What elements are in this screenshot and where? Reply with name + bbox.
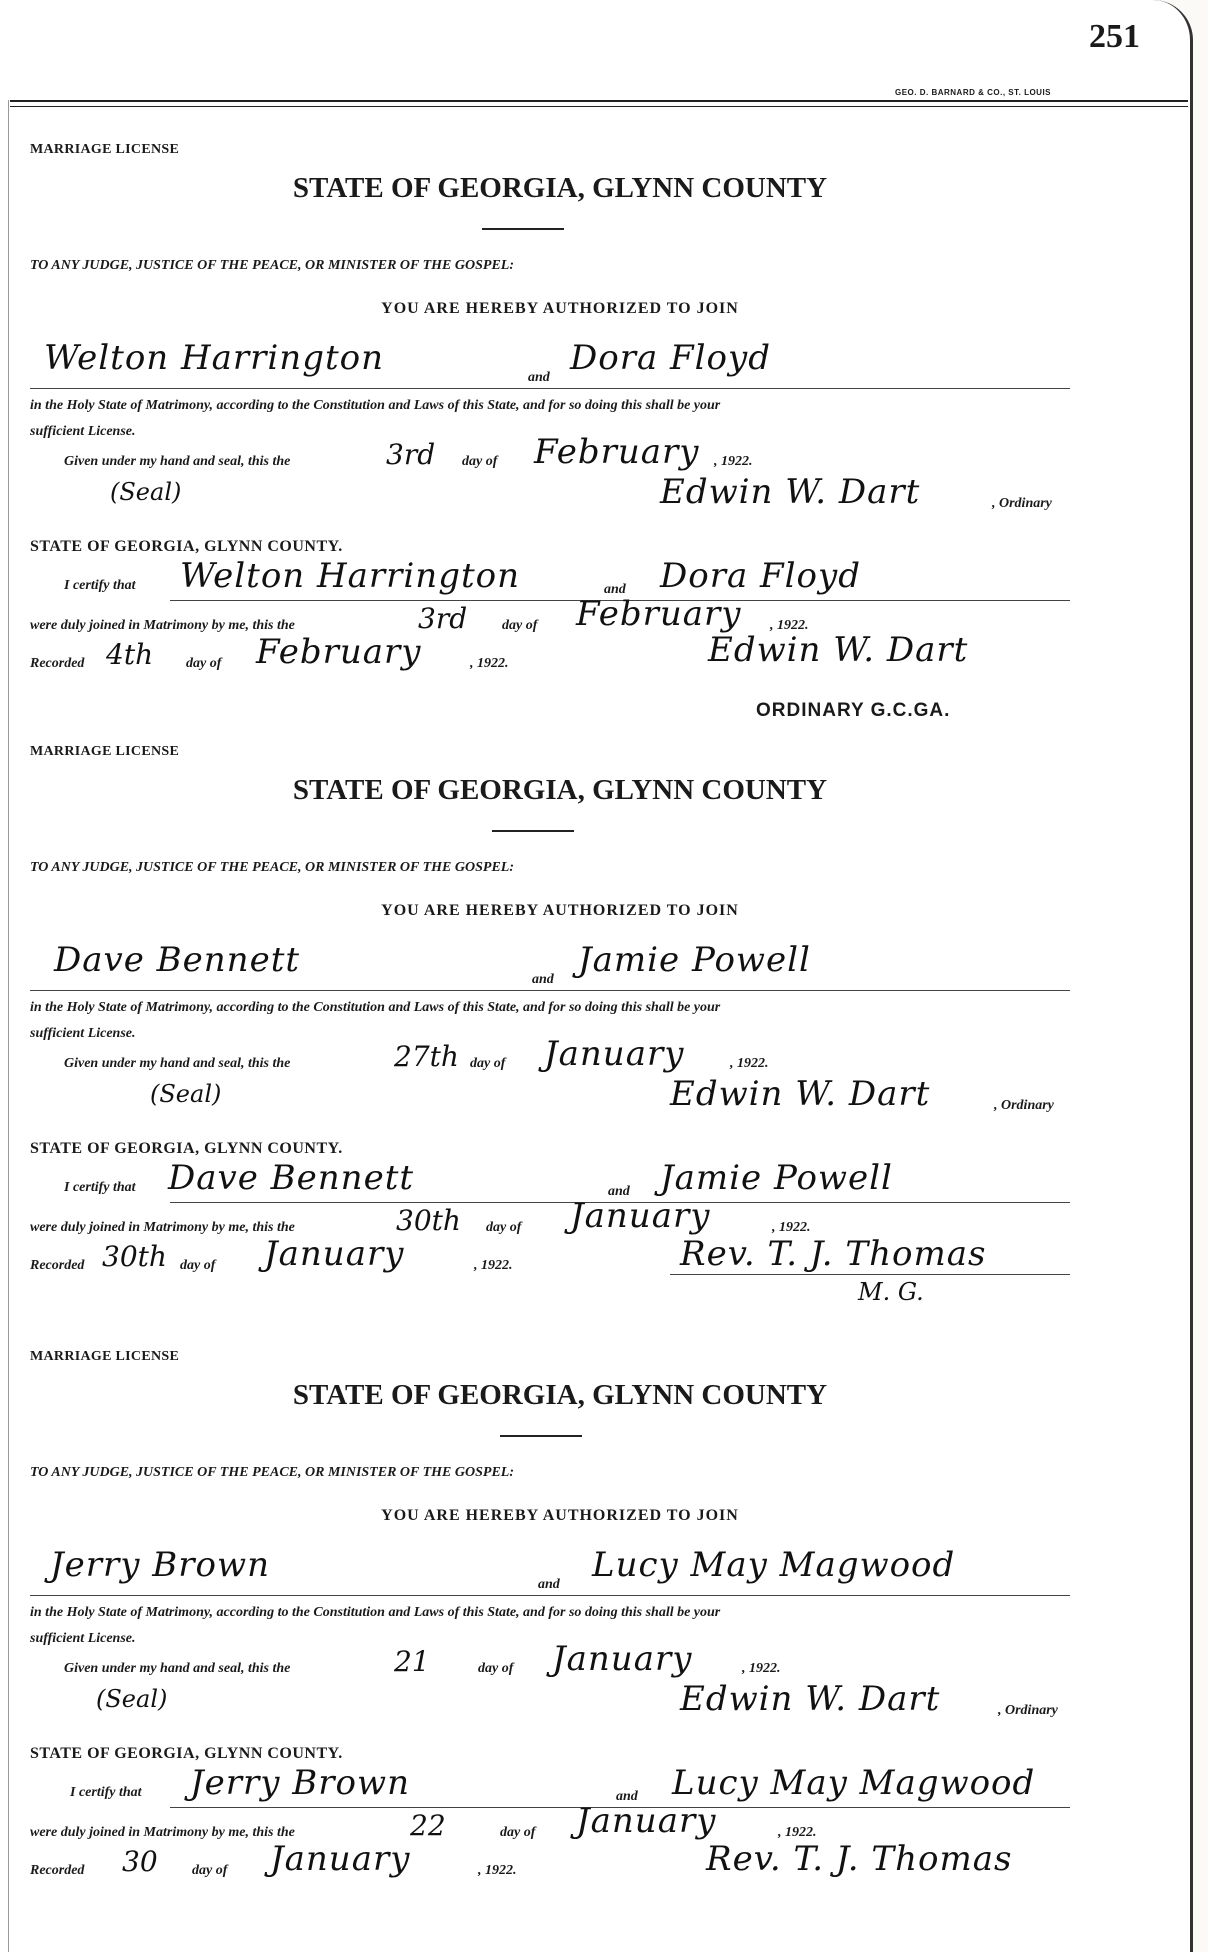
day-of-label: day of [462,454,498,469]
given-under-text: Given under my hand and seal, this the [64,454,291,469]
certificate-state: STATE OF GEORGIA, GLYNN COUNTY. [30,1745,343,1762]
authorized-text: YOU ARE HEREBY AUTHORIZED TO JOIN [381,300,739,317]
joined-year: , 1922. [778,1825,817,1840]
cert-and-label: and [616,1789,638,1804]
joined-text: were duly joined in Matrimony by me, this the [30,618,295,633]
heading-rule [492,830,574,832]
cert-bride-name: Dora Floyd [660,556,861,596]
groom-name: Dave Bennett [54,940,301,980]
officiant-signature: Edwin W. Dart [708,630,969,670]
marriage-license-label: MARRIAGE LICENSE [30,1349,180,1364]
joined-day-of: day of [500,1825,536,1840]
cert-and-label: and [608,1184,630,1199]
names-line [30,990,1070,991]
joined-day: 22 [410,1809,446,1842]
license-year: , 1922. [742,1661,781,1676]
cert-and-label: and [604,582,626,597]
license-heading: STATE OF GEORGIA, GLYNN COUNTY [292,1379,828,1411]
certificate-state: STATE OF GEORGIA, GLYNN COUNTY. [30,538,343,555]
sufficient-license: sufficient License. [30,424,136,439]
recorded-day: 30 [122,1845,158,1878]
to-any-judge: TO ANY JUDGE, JUSTICE OF THE PEACE, OR MINISTER OF THE GOSPEL: [30,860,514,875]
officiant-line [670,1274,1070,1275]
page-number: 251 [1089,18,1140,55]
seal-mark: (Seal) [96,1685,168,1713]
license-entry-1 [30,138,1090,738]
joined-day-of: day of [486,1220,522,1235]
ordinary-signature: Edwin W. Dart [660,472,921,512]
recorded-month: February [256,632,422,672]
license-month: January [544,1034,685,1074]
sufficient-license: sufficient License. [30,1631,136,1646]
license-month: January [552,1639,693,1679]
recorded-day-of: day of [180,1258,216,1273]
license-heading: STATE OF GEORGIA, GLYNN COUNTY [292,172,828,204]
to-any-judge: TO ANY JUDGE, JUSTICE OF THE PEACE, OR MINISTER OF THE GOSPEL: [30,1465,514,1480]
ordinary-label: , Ordinary [992,496,1052,511]
ordinary-signature: Edwin W. Dart [670,1074,931,1114]
marriage-license-label: MARRIAGE LICENSE [30,142,180,157]
cert-bride-name: Lucy May Magwood [672,1763,1036,1803]
day-of-label: day of [478,1661,514,1676]
groom-name: Welton Harrington [44,338,384,378]
joined-day-of: day of [502,618,538,633]
recorded-day: 4th [106,638,154,671]
license-year: , 1922. [714,454,753,469]
officiant-title: M. G. [858,1278,924,1306]
marriage-license-label: MARRIAGE LICENSE [30,744,180,759]
recorded-day-of: day of [186,656,222,671]
recorded-year: , 1922. [478,1863,517,1878]
ordinary-stamp: ORDINARY G.C.GA. [756,700,951,721]
holy-state-text: in the Holy State of Matrimony, according to the Constitution and Laws of this State, and for so doing this shall be your [30,398,721,413]
to-any-judge: TO ANY JUDGE, JUSTICE OF THE PEACE, OR MINISTER OF THE GOSPEL: [30,258,514,273]
recorded-year: , 1922. [474,1258,513,1273]
cert-groom-name: Dave Bennett [168,1158,415,1198]
joined-year: , 1922. [770,618,809,633]
and-label: and [538,1577,560,1592]
cert-bride-name: Jamie Powell [660,1158,893,1198]
given-under-text: Given under my hand and seal, this the [64,1661,291,1676]
ordinary-signature: Edwin W. Dart [680,1679,941,1719]
recorded-day: 30th [102,1240,167,1273]
joined-text: were duly joined in Matrimony by me, this the [30,1220,295,1235]
given-under-text: Given under my hand and seal, this the [64,1056,291,1071]
joined-day: 3rd [418,602,468,635]
and-label: and [528,370,550,385]
recorded-label: Recorded [30,1258,85,1273]
license-day: 27th [394,1040,459,1073]
i-certify-text: I certify that [64,1180,136,1195]
joined-month: January [570,1196,711,1236]
license-entry-2 [30,740,1090,1340]
license-day: 3rd [386,438,436,471]
bride-name: Dora Floyd [570,338,771,378]
recorded-month: January [270,1839,411,1879]
license-entry-3 [30,1345,1090,1945]
bride-name: Lucy May Magwood [592,1545,956,1585]
recorded-year: , 1922. [470,656,509,671]
joined-text: were duly joined in Matrimony by me, this the [30,1825,295,1840]
recorded-label: Recorded [30,1863,85,1878]
i-certify-text: I certify that [70,1785,142,1800]
sufficient-license: sufficient License. [30,1026,136,1041]
holy-state-text: in the Holy State of Matrimony, according to the Constitution and Laws of this State, and for so doing this shall be your [30,1000,721,1015]
recorded-month: January [264,1234,405,1274]
cert-groom-name: Welton Harrington [180,556,520,596]
heading-rule [500,1435,582,1437]
header-rule [10,100,1188,102]
seal-mark: (Seal) [150,1080,222,1108]
seal-mark: (Seal) [110,478,182,506]
printer-imprint: GEO. D. BARNARD & CO., ST. LOUIS [895,88,1052,97]
names-line [30,1595,1070,1596]
license-heading: STATE OF GEORGIA, GLYNN COUNTY [292,774,828,806]
cert-groom-name: Jerry Brown [190,1763,410,1803]
day-of-label: day of [470,1056,506,1071]
authorized-text: YOU ARE HEREBY AUTHORIZED TO JOIN [381,1507,739,1524]
margin-rule [8,100,9,1952]
names-line [30,388,1070,389]
license-year: , 1922. [730,1056,769,1071]
officiant-signature: Rev. T. J. Thomas [680,1234,987,1274]
ordinary-label: , Ordinary [998,1703,1058,1718]
header-rule-thin [10,106,1188,107]
recorded-day-of: day of [192,1863,228,1878]
i-certify-text: I certify that [64,578,136,593]
certificate-state: STATE OF GEORGIA, GLYNN COUNTY. [30,1140,343,1157]
joined-day: 30th [396,1204,461,1237]
license-day: 21 [394,1645,430,1678]
joined-month: February [576,594,742,634]
recorded-label: Recorded [30,656,85,671]
holy-state-text: in the Holy State of Matrimony, according to the Constitution and Laws of this State, and for so doing this shall be your [30,1605,721,1620]
heading-rule [482,228,564,230]
officiant-signature: Rev. T. J. Thomas [706,1839,1013,1879]
joined-year: , 1922. [772,1220,811,1235]
ordinary-label: , Ordinary [994,1098,1054,1113]
license-month: February [534,432,700,472]
authorized-text: YOU ARE HEREBY AUTHORIZED TO JOIN [381,902,739,919]
groom-name: Jerry Brown [50,1545,270,1585]
bride-name: Jamie Powell [578,940,811,980]
joined-month: January [576,1801,717,1841]
and-label: and [532,972,554,987]
